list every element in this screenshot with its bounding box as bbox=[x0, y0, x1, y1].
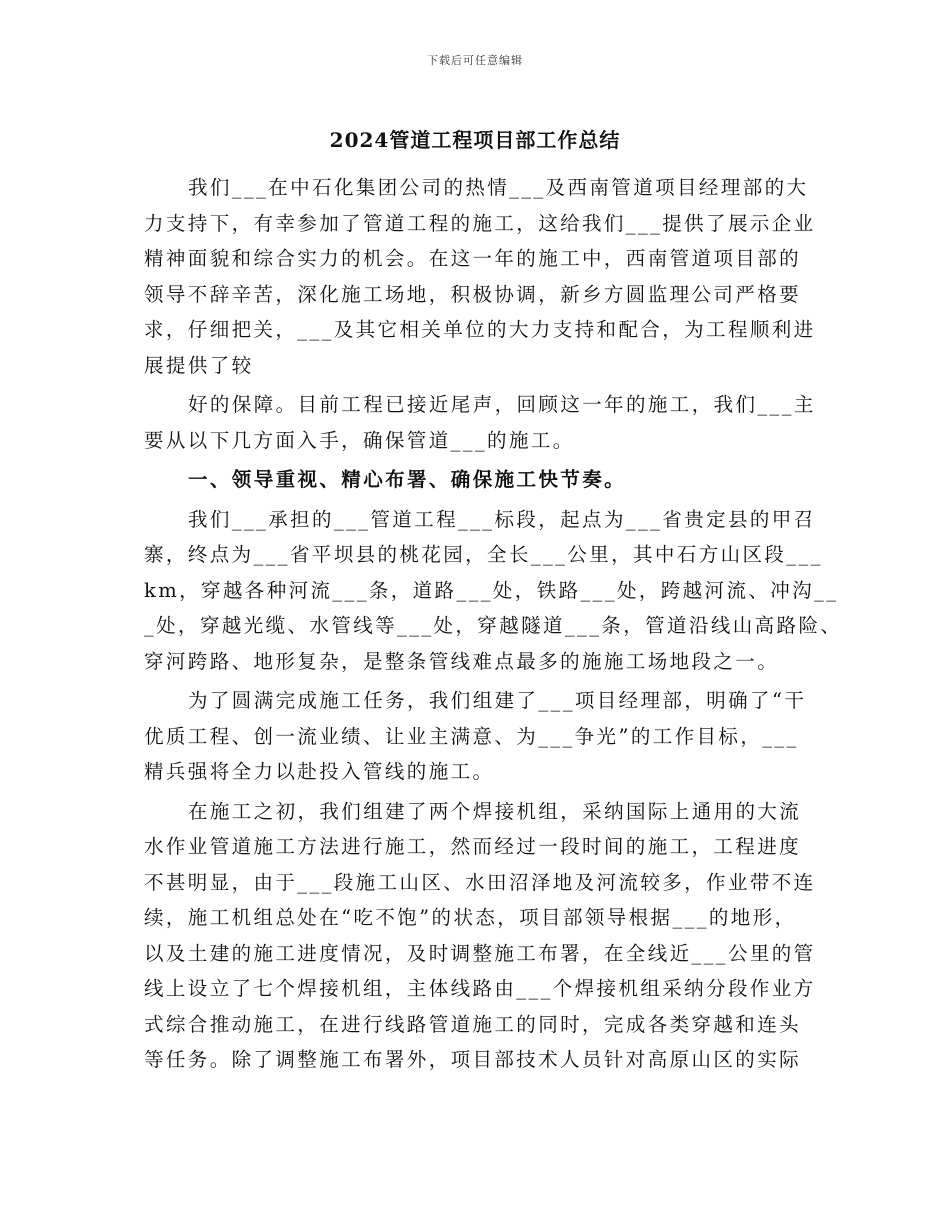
text-line: 在施工之初，我们组建了两个焊接机组，采纳国际上通用的大流 bbox=[188, 799, 802, 823]
document-title: 2024管道工程项目部工作总结 bbox=[329, 128, 621, 152]
text-line: 续，施工机组总处在“吃不饱”的状态，项目部领导根据___的地形， bbox=[144, 906, 797, 929]
text-line: 优质工程、创一流业绩、让业主满意、为___争光”的工作目标，___ bbox=[144, 724, 799, 748]
text-line: 水作业管道施工方法进行施工，然而经过一段时间的施工，工程进度 bbox=[144, 835, 802, 858]
text-line: km，穿越各种河流___条，道路___处，铁路___处，跨越河流、冲沟__ bbox=[144, 578, 839, 602]
section-heading-1 bbox=[144, 462, 824, 498]
text-line: 寨，终点为___省平坝县的桃花园，全长___公里，其中石方山区段___ bbox=[144, 543, 823, 566]
document-body bbox=[144, 170, 843, 1078]
text-line: 好的保障。目前工程已接近尾声，回顾这一年的施工，我们___主 bbox=[188, 393, 816, 416]
text-line: 精神面貌和综合实力的机会。在这一年的施工中，西南管道项目部的 bbox=[144, 247, 802, 270]
text-line: 不甚明显，由于___段施工山区、水田沼泽地及河流较多，作业带不连 bbox=[144, 870, 816, 894]
text-line: 式综合推动施工，在进行线路管道施工的同时，完成各类穿越和连头 bbox=[144, 1012, 802, 1036]
text-line: 穿河跨路、地形复杂，是整条管线难点最多的施施工场地段之一。 bbox=[144, 649, 780, 673]
text-line: 领导不辞辛苦，深化施工场地，积极协调，新乡方圆监理公司严格要 bbox=[144, 282, 802, 306]
paragraph-construction bbox=[144, 794, 824, 1078]
text-line: _处，穿越光缆、水管线等___处，穿越隧道___条，管道沿线山高路险、 bbox=[144, 614, 843, 637]
text-line: 以及土建的施工进度情况，及时调整施工布署，在全线近___公里的管 bbox=[144, 941, 816, 965]
text-line: 我们___在中石化集团公司的热情___及西南管道项目经理部的大 bbox=[188, 176, 809, 199]
text-line: 力支持下，有幸参加了管道工程的施工，这给我们___提供了展示企业 bbox=[144, 211, 816, 235]
text-line: 我们___承担的___管道工程___标段，起点为___省贵定县的甲召 bbox=[188, 507, 816, 531]
text-line: 精兵强将全力以赴投入管线的施工。 bbox=[144, 760, 495, 783]
paragraph-goals bbox=[144, 683, 824, 790]
page-header-note: 下载后可任意编辑 bbox=[427, 54, 523, 67]
paragraph-intro bbox=[144, 170, 824, 383]
text-line: 求，仔细把关，___及其它相关单位的大力支持和配合，为工程顺利进 bbox=[144, 318, 816, 341]
text-line: 要从以下几方面入手，确保管道___的施工。 bbox=[144, 428, 575, 452]
section-heading-text: 一、领导重视、精心布署、确保施工快节奏。 bbox=[188, 468, 627, 491]
text-line: 为了圆满完成施工任务，我们组建了___项目经理部，明确了“干 bbox=[188, 689, 807, 712]
text-line: 展提供了较 bbox=[144, 353, 254, 377]
paragraph-scope bbox=[144, 502, 843, 680]
text-line: 线上设立了七个焊接机组，主体线路由___个焊接机组采纳分段作业方 bbox=[144, 977, 816, 1000]
text-line: 等任务。除了调整施工布署外，项目部技术人员针对高原山区的实际 bbox=[144, 1048, 802, 1071]
paragraph-review bbox=[144, 387, 824, 458]
